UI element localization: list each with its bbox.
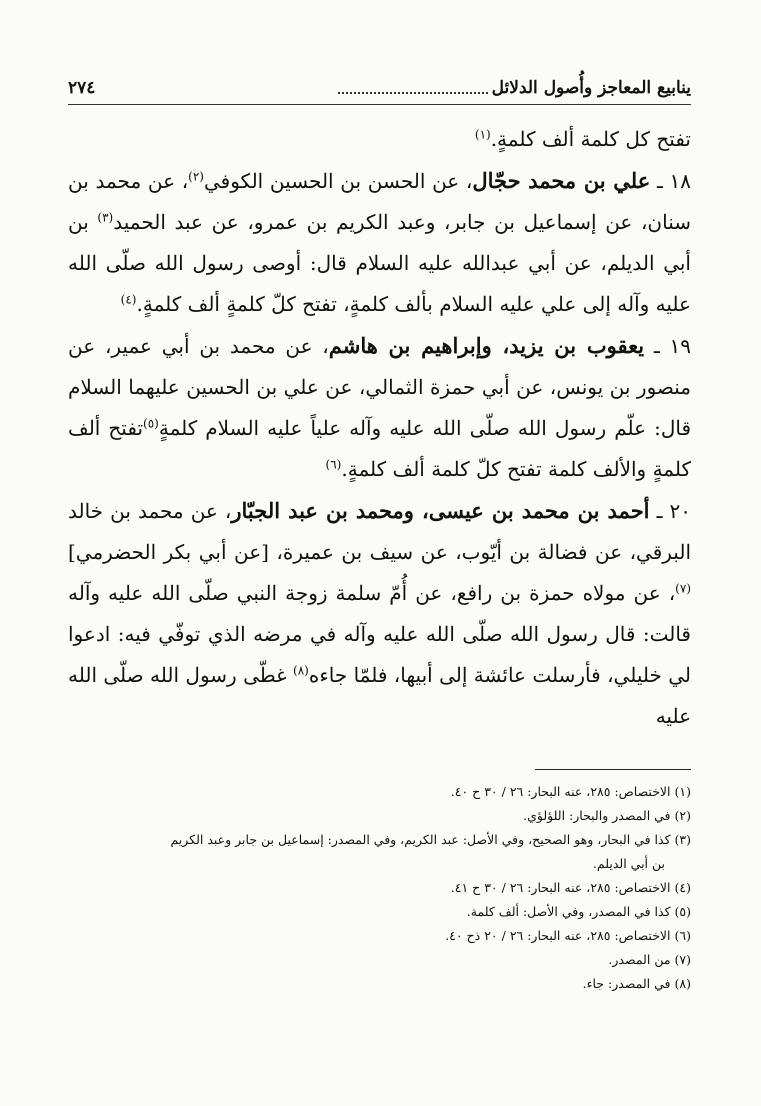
entry-text: ، عن الحسن بن الحسين الكوفي bbox=[203, 169, 473, 193]
entry-text: ، عن محمد بن أبي عمير، عن منصور بن يونس، عن أبي حمزة الثمالي، عن علي بن الحسين عليهما السلام قال: علّم رسول الله صلّى الله عليه وآله علياً عليه السلام كلمةٍ bbox=[68, 334, 692, 440]
entry-text: ، عن محمد بن سنان، عن إسماعيل بن جابر، وعبد الكريم بن عمرو، عن عبد الحميد bbox=[68, 169, 691, 234]
footnote-7: (٧) من المصدر. bbox=[608, 952, 691, 967]
footnote-5: (٥) كذا في المصدر، وفي الأصل: ألف كلمة. bbox=[466, 904, 691, 919]
footnotes bbox=[68, 780, 691, 996]
footnote-3: (٣) كذا في البحار، وهو الصحيح، وفي الأصل: عبد الكريم، وفي المصدر: إسماعيل بن جابر وعبد الكريم bbox=[170, 832, 691, 847]
entry-number: ٢٠ ـ bbox=[649, 499, 691, 523]
leader-dots bbox=[338, 91, 488, 94]
entry-text: غطّى رسول الله صلّى الله عليه bbox=[68, 663, 691, 728]
footnote-divider bbox=[535, 769, 691, 770]
entry-text: تفتح ألف كلمةٍ والألف كلمة تفتح كلّ كلمة ألف كلمةٍ. bbox=[68, 416, 691, 481]
main-text bbox=[68, 119, 691, 737]
entry-number: ١٩ ـ bbox=[644, 334, 691, 358]
footnote-1: (١) الاختصاص: ٢٨٥، عنه البحار: ٢٦ / ٣٠ ح ٤٠. bbox=[450, 784, 691, 799]
footnote-3-continuation: بن أبي الديلم. bbox=[592, 856, 665, 871]
footnote-ref: (٥) bbox=[143, 416, 159, 431]
footnote-ref: (١) bbox=[474, 127, 491, 142]
entry-text: ، عن مولاه حمزة بن رافع، عن أُمّ سلمة زوجة النبي صلّى الله عليه وآله قالت: قال رسول الله صلّى الله عليه وآله في مرضه الذي توفّي فيه: ادعوا لي خليلي، فأرسلت عائشة إلى أبيها، فلمّا جاءه bbox=[68, 581, 691, 687]
footnote-ref: (٢) bbox=[188, 169, 204, 184]
running-title-group bbox=[338, 78, 691, 98]
footnote-ref: (٤) bbox=[120, 292, 137, 307]
entry-20 bbox=[68, 490, 691, 737]
narrator-name: علي بن محمد حجّال bbox=[472, 168, 651, 193]
entry-text: بن أبي الديلم، عن أبي عبدالله عليه السلام قال: أوصى رسول الله صلّى الله عليه وآله إلى علي عليه السلام بألف كلمةٍ، تفتح كلّ كلمةٍ ألف كلمةٍ. bbox=[68, 210, 691, 316]
footnote-ref: (٦) bbox=[325, 457, 342, 472]
narrator-name: يعقوب بن يزيد، وإبراهيم بن هاشم bbox=[328, 333, 645, 358]
footnote-ref: (٣) bbox=[97, 210, 114, 225]
entry-18 bbox=[68, 160, 691, 325]
running-title: ينابيع المعاجز وأُصول الدلائل bbox=[491, 78, 691, 98]
footnote-2: (٢) في المصدر والبحار: اللؤلؤي. bbox=[523, 808, 691, 823]
footnote-ref: (٧) bbox=[675, 581, 691, 596]
footnote-6: (٦) الاختصاص: ٢٨٥، عنه البحار: ٢٦ / ٢٠ ذح ٤٠. bbox=[445, 928, 691, 943]
entry-19 bbox=[68, 325, 691, 490]
entry-text: ، عن محمد بن خالد البرقي، عن فضالة بن أيّوب، عن سيف بن عميرة، [عن أبي بكر الحضرمي] bbox=[68, 499, 691, 564]
narrator-name: أحمد بن محمد بن عيسى، ومحمد بن عبد الجبّار bbox=[231, 498, 650, 523]
footnote-4: (٤) الاختصاص: ٢٨٥، عنه البحار: ٢٦ / ٣٠ ح ٤١. bbox=[450, 880, 691, 895]
page-number: ٢٧٤ bbox=[68, 78, 96, 98]
entry-number: ١٨ ـ bbox=[650, 169, 691, 193]
footnote-ref: (٨) bbox=[293, 663, 309, 678]
intro-paragraph bbox=[68, 119, 691, 160]
running-header bbox=[68, 78, 691, 105]
intro-text: تفتح كل كلمة ألف كلمةٍ. bbox=[490, 127, 691, 151]
footnote-8: (٨) في المصدر: جاء. bbox=[582, 976, 691, 991]
